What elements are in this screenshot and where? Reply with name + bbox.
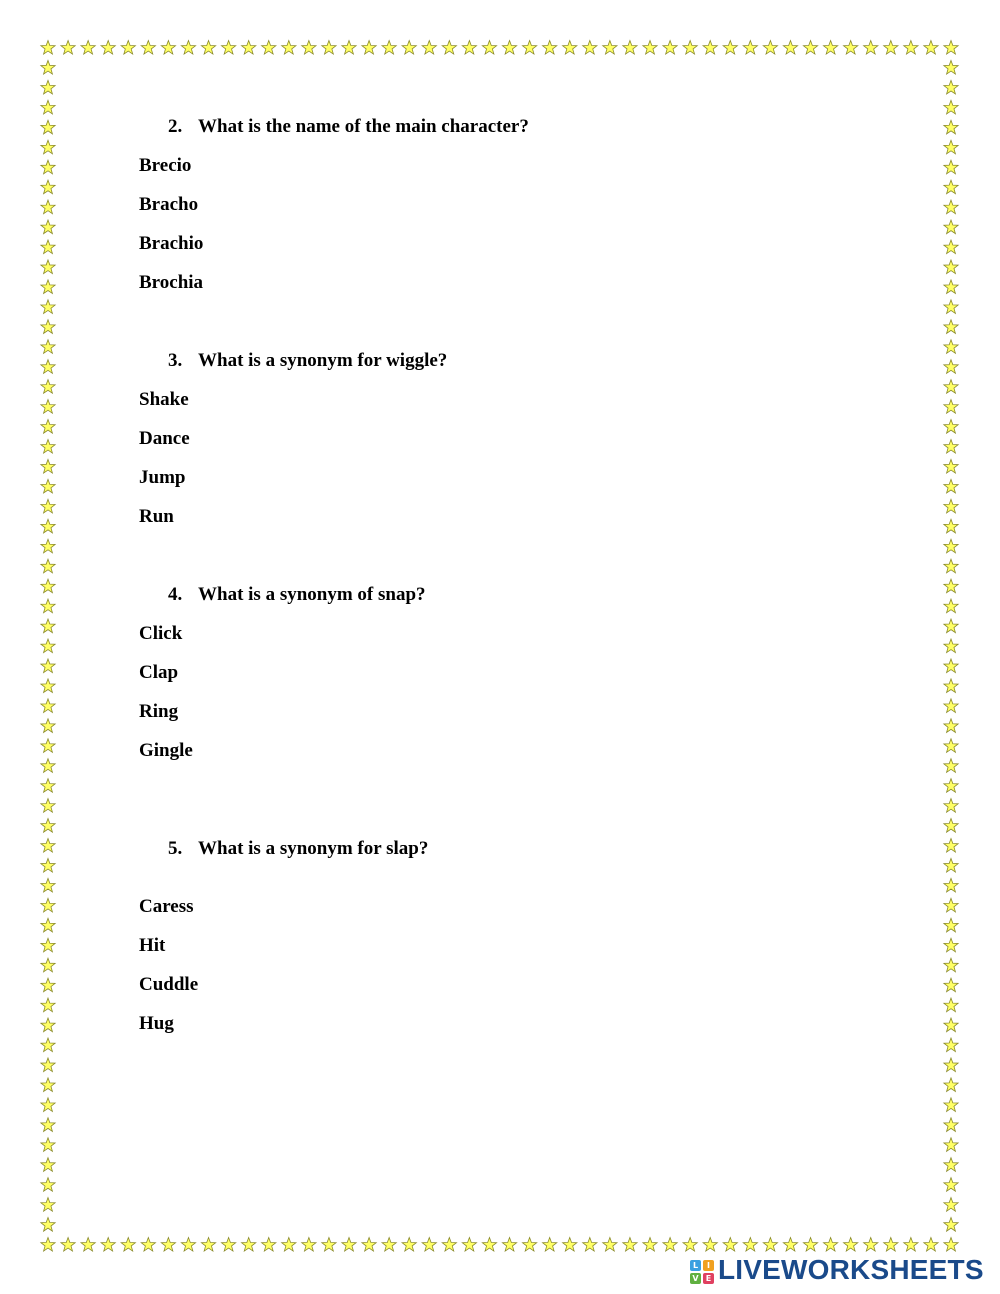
star-icon: [41, 220, 55, 234]
answer-option[interactable]: Dance: [139, 428, 190, 449]
star-icon: [41, 639, 55, 653]
star-icon: [242, 1238, 256, 1252]
star-icon: [442, 41, 456, 55]
star-icon: [101, 41, 115, 55]
logo-tile: L: [690, 1260, 701, 1271]
star-icon: [41, 579, 55, 593]
star-icon: [944, 1158, 958, 1172]
star-icon: [41, 140, 55, 154]
star-icon: [502, 41, 516, 55]
star-icon: [703, 1238, 717, 1252]
star-icon: [41, 499, 55, 513]
star-icon: [944, 519, 958, 533]
star-icon: [603, 41, 617, 55]
star-icon: [41, 659, 55, 673]
star-icon: [944, 918, 958, 932]
star-icon: [41, 519, 55, 533]
question-text: What is a synonym for slap?: [198, 838, 429, 859]
star-icon: [944, 839, 958, 853]
star-icon: [743, 41, 757, 55]
star-icon: [482, 41, 496, 55]
logo-tiles-icon: [690, 1260, 716, 1284]
answer-option[interactable]: Brecio: [139, 155, 192, 176]
answer-option[interactable]: Clap: [139, 662, 179, 683]
star-icon: [543, 41, 557, 55]
star-icon: [944, 479, 958, 493]
star-icon: [41, 1098, 55, 1112]
star-icon: [944, 1178, 958, 1192]
star-icon: [904, 41, 918, 55]
star-icon: [41, 858, 55, 872]
star-icon: [803, 41, 817, 55]
star-icon: [282, 41, 296, 55]
star-icon: [41, 360, 55, 374]
answer-option[interactable]: Gingle: [139, 740, 193, 761]
star-icon: [944, 340, 958, 354]
star-icon: [944, 958, 958, 972]
star-icon: [844, 41, 858, 55]
star-icon: [763, 1238, 777, 1252]
star-icon: [362, 41, 376, 55]
star-icon: [41, 320, 55, 334]
star-icon: [402, 41, 416, 55]
answer-option[interactable]: Run: [139, 506, 174, 527]
star-icon: [884, 1238, 898, 1252]
star-icon: [41, 260, 55, 274]
star-icon: [683, 41, 697, 55]
question-5: [168, 838, 428, 860]
question-2: [168, 116, 529, 138]
star-icon: [41, 459, 55, 473]
star-icon: [944, 380, 958, 394]
star-icon: [121, 1238, 135, 1252]
star-icon: [61, 41, 75, 55]
star-icon: [904, 1238, 918, 1252]
star-icon: [422, 41, 436, 55]
star-icon: [543, 1238, 557, 1252]
star-icon: [81, 41, 95, 55]
star-icon: [944, 639, 958, 653]
star-icon: [944, 1058, 958, 1072]
star-icon: [41, 1158, 55, 1172]
star-icon: [342, 1238, 356, 1252]
star-icon: [41, 240, 55, 254]
star-icon: [41, 719, 55, 733]
star-icon: [41, 180, 55, 194]
star-icon: [41, 80, 55, 94]
star-icon: [41, 1218, 55, 1232]
question-text: What is a synonym for wiggle?: [198, 350, 448, 371]
star-icon: [944, 1198, 958, 1212]
star-icon: [944, 180, 958, 194]
star-icon: [41, 1118, 55, 1132]
star-icon: [944, 559, 958, 573]
answer-option[interactable]: Caress: [139, 896, 194, 917]
question-text: What is a synonym of snap?: [198, 584, 426, 605]
star-icon: [944, 400, 958, 414]
star-icon: [944, 240, 958, 254]
answer-option[interactable]: Ring: [139, 701, 179, 722]
star-icon: [944, 140, 958, 154]
star-icon: [603, 1238, 617, 1252]
star-icon: [944, 1098, 958, 1112]
star-icon: [41, 759, 55, 773]
star-icon: [41, 100, 55, 114]
star-icon: [522, 1238, 536, 1252]
star-icon: [563, 41, 577, 55]
star-icon: [783, 41, 797, 55]
star-icon: [41, 978, 55, 992]
star-icon: [663, 1238, 677, 1252]
question-3: [168, 350, 447, 372]
star-icon: [161, 1238, 175, 1252]
star-icon: [41, 898, 55, 912]
star-icon: [944, 659, 958, 673]
star-icon: [41, 1198, 55, 1212]
star-icon: [944, 719, 958, 733]
star-icon: [41, 699, 55, 713]
star-icon: [201, 41, 215, 55]
star-icon: [41, 619, 55, 633]
answer-option[interactable]: Click: [139, 623, 183, 644]
star-icon: [703, 41, 717, 55]
answer-option[interactable]: Jump: [139, 467, 186, 488]
answer-option[interactable]: Hit: [139, 935, 166, 956]
star-icon: [442, 1238, 456, 1252]
star-icon: [944, 260, 958, 274]
star-icon: [41, 160, 55, 174]
star-icon: [161, 41, 175, 55]
star-icon: [61, 1238, 75, 1252]
star-icon: [844, 1238, 858, 1252]
star-icon: [402, 1238, 416, 1252]
star-icon: [944, 1118, 958, 1132]
star-icon: [944, 998, 958, 1012]
star-icon: [944, 220, 958, 234]
star-icon: [41, 998, 55, 1012]
star-icon: [41, 918, 55, 932]
star-icon: [944, 679, 958, 693]
star-icon: [944, 80, 958, 94]
star-icon: [944, 459, 958, 473]
question-number: 2.: [168, 116, 183, 137]
star-icon: [743, 1238, 757, 1252]
star-icon: [41, 479, 55, 493]
star-icon: [41, 878, 55, 892]
star-icon: [723, 1238, 737, 1252]
star-icon: [302, 1238, 316, 1252]
star-icon: [41, 599, 55, 613]
star-icon: [944, 440, 958, 454]
star-icon: [101, 1238, 115, 1252]
star-icon: [944, 599, 958, 613]
star-icon: [302, 41, 316, 55]
star-icon: [944, 41, 958, 55]
star-icon: [41, 340, 55, 354]
star-icon: [382, 1238, 396, 1252]
star-icon: [723, 41, 737, 55]
star-icon: [944, 799, 958, 813]
star-icon: [41, 420, 55, 434]
star-icon: [41, 839, 55, 853]
star-icon: [41, 1178, 55, 1192]
star-icon: [482, 1238, 496, 1252]
star-icon: [221, 1238, 235, 1252]
star-icon: [944, 759, 958, 773]
star-icon: [944, 499, 958, 513]
star-icon: [944, 898, 958, 912]
star-icon: [41, 380, 55, 394]
star-icon: [944, 100, 958, 114]
star-icon: [41, 1058, 55, 1072]
star-icon: [823, 41, 837, 55]
star-icon: [141, 1238, 155, 1252]
star-icon: [121, 41, 135, 55]
answer-option[interactable]: Brochia: [139, 272, 204, 293]
star-icon: [944, 320, 958, 334]
star-icon: [944, 539, 958, 553]
star-icon: [41, 1138, 55, 1152]
star-icon: [221, 41, 235, 55]
logo-tile: E: [703, 1273, 714, 1284]
star-icon: [41, 120, 55, 134]
star-icon: [823, 1238, 837, 1252]
star-icon: [342, 41, 356, 55]
star-icon: [623, 41, 637, 55]
brand-name: LIVEWORKSHEETS: [718, 1254, 984, 1285]
star-icon: [41, 440, 55, 454]
star-icon: [41, 559, 55, 573]
star-icon: [41, 799, 55, 813]
star-icon: [41, 938, 55, 952]
star-icon: [382, 41, 396, 55]
star-icon: [944, 200, 958, 214]
star-icon: [944, 819, 958, 833]
liveworksheets-logo[interactable]: [690, 1252, 990, 1288]
star-icon: [944, 978, 958, 992]
star-icon: [944, 120, 958, 134]
star-icon: [522, 41, 536, 55]
star-icon: [262, 41, 276, 55]
star-icon: [41, 539, 55, 553]
star-icon: [242, 41, 256, 55]
star-icon: [41, 779, 55, 793]
question-text: What is the name of the main character?: [198, 116, 529, 137]
star-icon: [944, 938, 958, 952]
star-icon: [944, 60, 958, 74]
question-4: [168, 584, 426, 606]
question-number: 5.: [168, 838, 183, 859]
star-icon: [41, 400, 55, 414]
question-number: 3.: [168, 350, 183, 371]
question-number: 4.: [168, 584, 183, 605]
star-icon: [422, 1238, 436, 1252]
star-icon: [41, 679, 55, 693]
answer-option[interactable]: Hug: [139, 1013, 174, 1034]
star-icon: [944, 878, 958, 892]
star-icon: [864, 1238, 878, 1252]
star-icon: [944, 858, 958, 872]
star-icon: [623, 1238, 637, 1252]
star-icon: [41, 1238, 55, 1252]
star-icon: [944, 1038, 958, 1052]
star-icon: [924, 1238, 938, 1252]
star-icon: [783, 1238, 797, 1252]
star-icon: [884, 41, 898, 55]
star-icon: [81, 1238, 95, 1252]
star-icon: [41, 200, 55, 214]
star-icon: [944, 1138, 958, 1152]
star-icon: [944, 779, 958, 793]
star-icon: [944, 420, 958, 434]
star-icon: [924, 41, 938, 55]
star-icon: [502, 1238, 516, 1252]
star-icon: [944, 1238, 958, 1252]
logo-tile: I: [703, 1260, 714, 1271]
star-icon: [262, 1238, 276, 1252]
answer-option[interactable]: Bracho: [139, 194, 199, 215]
star-icon: [944, 579, 958, 593]
star-icon: [322, 41, 336, 55]
star-icon: [41, 41, 55, 55]
answer-option[interactable]: Shake: [139, 389, 189, 410]
star-icon: [643, 1238, 657, 1252]
star-icon: [322, 1238, 336, 1252]
star-icon: [563, 1238, 577, 1252]
star-icon: [944, 360, 958, 374]
star-icon: [663, 41, 677, 55]
star-icon: [41, 739, 55, 753]
star-icon: [583, 1238, 597, 1252]
star-icon: [944, 300, 958, 314]
star-icon: [41, 1078, 55, 1092]
star-icon: [583, 41, 597, 55]
star-icon: [141, 41, 155, 55]
star-icon: [763, 41, 777, 55]
star-icon: [41, 280, 55, 294]
star-icon: [683, 1238, 697, 1252]
star-icon: [282, 1238, 296, 1252]
star-icon: [41, 819, 55, 833]
star-icon: [803, 1238, 817, 1252]
star-icon: [462, 41, 476, 55]
star-icon: [944, 619, 958, 633]
star-icon: [41, 60, 55, 74]
star-icon: [41, 1038, 55, 1052]
star-icon: [41, 958, 55, 972]
star-icon: [462, 1238, 476, 1252]
star-icon: [643, 41, 657, 55]
star-icon: [181, 1238, 195, 1252]
star-icon: [944, 1018, 958, 1032]
star-icon: [944, 699, 958, 713]
star-icon: [41, 1018, 55, 1032]
star-icon: [201, 1238, 215, 1252]
star-icon: [944, 160, 958, 174]
star-icon: [944, 1078, 958, 1092]
star-icon: [944, 280, 958, 294]
star-icon: [181, 41, 195, 55]
star-icon: [864, 41, 878, 55]
star-icon: [41, 300, 55, 314]
star-icon: [944, 739, 958, 753]
answer-option[interactable]: Brachio: [139, 233, 204, 254]
star-icon: [944, 1218, 958, 1232]
answer-option[interactable]: Cuddle: [139, 974, 199, 995]
logo-tile: V: [690, 1273, 701, 1284]
star-icon: [362, 1238, 376, 1252]
